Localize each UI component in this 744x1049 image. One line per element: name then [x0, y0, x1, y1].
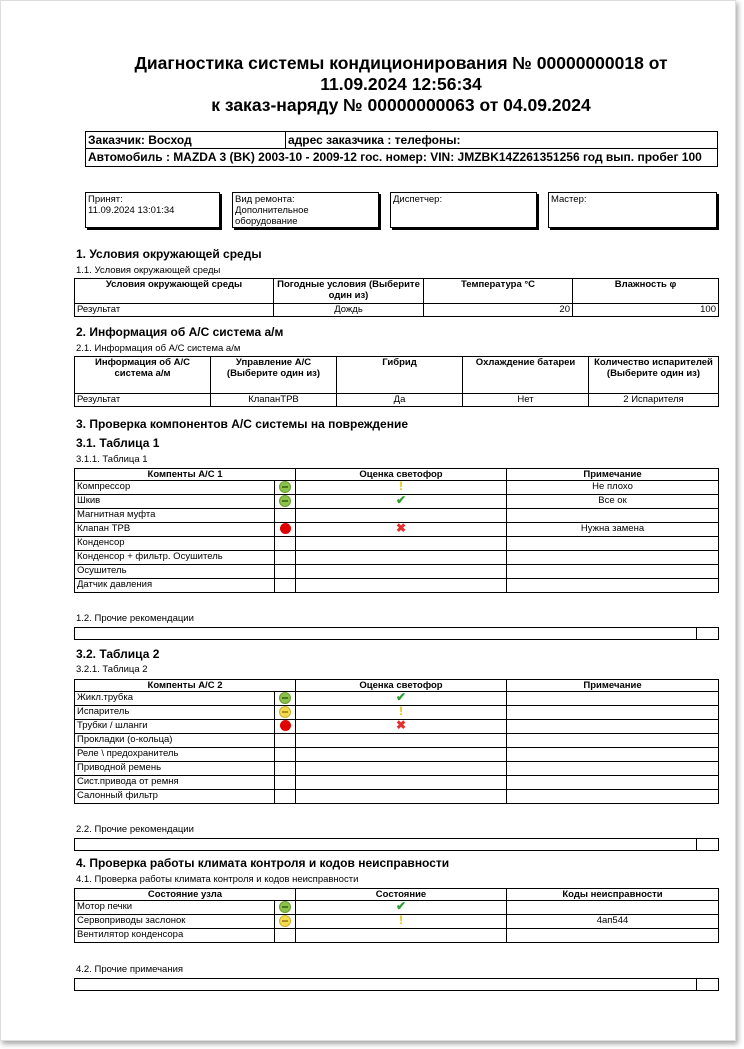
component-name: Осушитель	[75, 565, 275, 579]
header-components: Компенты A/C 2	[75, 680, 296, 692]
header-weather: Погодные условия (Выберите один из)	[274, 279, 424, 304]
table-row	[75, 706, 719, 720]
table-1-heading: 3.1. Таблица 1	[76, 436, 160, 450]
warn-icon: !	[399, 914, 403, 927]
traffic-light-mark	[296, 720, 507, 734]
evaporators-value: 2 Испарителя	[589, 394, 719, 407]
recommendations-2-extra	[697, 839, 719, 851]
status-dot-cell	[275, 915, 296, 929]
header-fault-codes: Коды неисправности	[507, 889, 719, 901]
weather-value: Дождь	[274, 304, 424, 317]
table-row	[75, 551, 719, 565]
traffic-light-mark	[296, 509, 507, 523]
section-1-sub: 1.1. Условия окружающей среды	[76, 265, 221, 276]
table-row	[75, 565, 719, 579]
note-cell	[507, 579, 719, 593]
header-traffic-light: Оценка светофор	[296, 469, 507, 481]
table-row	[75, 720, 719, 734]
note-cell: Нужна замена	[507, 523, 719, 537]
row-label: Результат	[75, 394, 211, 407]
cross-icon: ✖	[395, 719, 407, 732]
recommendations-1-cell	[75, 628, 697, 640]
table-2-heading: 3.2. Таблица 2	[76, 647, 160, 661]
header-battery-cooling: Охлаждение батареи	[463, 357, 589, 394]
note-cell	[507, 790, 719, 804]
row-label: Результат	[75, 304, 274, 317]
yellow-status-dot-icon	[279, 706, 291, 718]
header-conditions: Условия окружающей среды	[75, 279, 274, 304]
yellow-status-dot-icon	[279, 915, 291, 927]
section-2-heading: 2. Информация об A/C система а/м	[76, 325, 284, 339]
note-cell	[507, 762, 719, 776]
note-cell	[507, 901, 719, 915]
warn-icon: !	[399, 705, 404, 718]
vehicle-info: Автомобиль : MAZDA 3 (BK) 2003-10 - 2009-12 гос. номер: VIN: JMZBK14Z261351256 год вып. пробег 100	[88, 150, 702, 164]
table-row	[75, 762, 719, 776]
components-table-2	[74, 679, 719, 804]
component-name: Мотор печки	[75, 901, 275, 915]
component-name: Приводной ремень	[75, 762, 275, 776]
green-status-dot-icon	[279, 481, 291, 493]
status-dot-cell	[275, 706, 296, 720]
status-dot-cell	[275, 495, 296, 509]
control-value: КлапанТРВ	[211, 394, 337, 407]
status-dot-cell	[275, 734, 296, 748]
green-status-dot-icon	[279, 495, 291, 507]
traffic-light-mark	[296, 537, 507, 551]
traffic-light-mark	[296, 692, 507, 706]
recommendations-1-extra	[697, 628, 719, 640]
component-name: Компрессор	[75, 481, 275, 495]
note-cell	[507, 929, 719, 943]
note-cell	[507, 565, 719, 579]
repair-type-box: Вид ремонта: Дополнительное оборудование	[232, 192, 379, 228]
table-row	[75, 509, 719, 523]
component-name: Сист.привода от ремня	[75, 776, 275, 790]
header-temperature: Температура °C	[424, 279, 573, 304]
component-name: Прокладки (о-кольца)	[75, 734, 275, 748]
red-status-dot-icon	[280, 720, 291, 731]
status-dot-cell	[275, 776, 296, 790]
component-name: Сервоприводы заслонок	[75, 915, 275, 929]
table-2-sub: 3.2.1. Таблица 2	[76, 664, 148, 675]
status-dot-cell	[275, 748, 296, 762]
note-cell	[507, 692, 719, 706]
status-dot-cell	[275, 762, 296, 776]
table-row	[75, 915, 719, 929]
red-status-dot-icon	[280, 523, 291, 534]
header-ac-control: Управление A/C (Выберите один из)	[211, 357, 337, 394]
traffic-light-mark	[296, 481, 507, 495]
status-dot-cell	[275, 720, 296, 734]
header-note: Примечание	[507, 680, 719, 692]
title-line-1: Диагностика системы кондиционирования № 00000000018 от	[134, 53, 668, 73]
notes-cell	[75, 979, 697, 991]
status-dot-cell	[275, 929, 296, 943]
traffic-light-mark	[296, 762, 507, 776]
table-1-sub: 3.1.1. Таблица 1	[76, 454, 148, 465]
traffic-light-mark	[296, 929, 507, 943]
note-cell: 4ап544	[507, 915, 719, 929]
table-row	[75, 579, 719, 593]
component-name: Магнитная муфта	[75, 509, 275, 523]
header-humidity: Влажность φ	[573, 279, 719, 304]
component-name: Конденсор + фильтр. Осушитель	[75, 551, 275, 565]
cross-icon: ✖	[395, 522, 407, 535]
traffic-light-mark	[296, 748, 507, 762]
environment-table	[74, 278, 719, 317]
status-dot-cell	[275, 565, 296, 579]
component-name: Вентилятор конденсора	[75, 929, 275, 943]
note-cell: Все ок	[507, 495, 719, 509]
check-icon: ✔	[395, 494, 407, 507]
green-status-dot-icon	[279, 692, 291, 704]
status-dot-cell	[275, 901, 296, 915]
note-cell	[507, 734, 719, 748]
note-cell	[507, 509, 719, 523]
accepted-box: Принят: 11.09.2024 13:01:34	[85, 192, 220, 228]
recommendations-1-label: 1.2. Прочие рекомендации	[76, 613, 194, 624]
section-4-heading: 4. Проверка работы климата контроля и кодов неисправности	[76, 856, 450, 870]
notes-label: 4.2. Прочие примечания	[76, 964, 184, 975]
table-row	[75, 929, 719, 943]
traffic-light-mark	[296, 915, 507, 929]
humidity-value: 100	[573, 304, 719, 317]
document-title	[71, 53, 731, 116]
note-cell	[507, 537, 719, 551]
header-evaporators: Количество испарителей (Выберите один из)	[589, 357, 719, 394]
status-dot-cell	[275, 579, 296, 593]
component-name: Испаритель	[75, 706, 275, 720]
note-cell	[507, 706, 719, 720]
component-name: Трубки / шланги	[75, 720, 275, 734]
table-row	[75, 901, 719, 915]
section-1-heading: 1. Условия окружающей среды	[76, 247, 262, 261]
status-dot-cell	[275, 551, 296, 565]
component-name: Датчик давления	[75, 579, 275, 593]
note-cell	[507, 748, 719, 762]
table-row	[75, 692, 719, 706]
customer-address: адрес заказчика : телефоны:	[288, 133, 461, 147]
notes-table	[74, 978, 719, 991]
recommendations-2-table	[74, 838, 719, 851]
dispatcher-box: Диспетчер:	[390, 192, 537, 228]
section-2-sub: 2.1. Информация об A/C система а/м	[76, 343, 241, 354]
traffic-light-mark	[296, 495, 507, 509]
header-traffic-light: Оценка светофор	[296, 680, 507, 692]
component-name: Реле \ предохранитель	[75, 748, 275, 762]
traffic-light-mark	[296, 776, 507, 790]
customer-name: Заказчик: Восход	[86, 132, 286, 148]
climate-control-table	[74, 888, 719, 943]
recommendations-2-label: 2.2. Прочие рекомендации	[76, 824, 194, 835]
table-row	[75, 523, 719, 537]
master-box: Мастер:	[548, 192, 717, 228]
note-cell	[507, 776, 719, 790]
notes-extra	[697, 979, 719, 991]
note-cell	[507, 720, 719, 734]
header-note: Примечание	[507, 469, 719, 481]
check-icon: ✔	[395, 900, 407, 913]
note-cell: Не плохо	[507, 481, 719, 495]
traffic-light-mark	[296, 706, 507, 720]
title-line-3: к заказ-наряду № 00000000063 от 04.09.2024	[211, 95, 591, 115]
note-cell	[507, 551, 719, 565]
component-name: Конденсор	[75, 537, 275, 551]
header-state: Состояние	[296, 889, 507, 901]
header-unit-state: Состояние узла	[75, 889, 296, 901]
components-table-1	[74, 468, 719, 593]
status-dot-cell	[275, 692, 296, 706]
traffic-light-mark	[296, 565, 507, 579]
component-name: Салонный фильтр	[75, 790, 275, 804]
green-status-dot-icon	[279, 901, 291, 913]
section-3-heading: 3. Проверка компонентов A/C системы на повреждение	[76, 417, 408, 431]
table-row	[75, 481, 719, 495]
table-row	[75, 748, 719, 762]
status-dot-cell	[275, 790, 296, 804]
traffic-light-mark	[296, 579, 507, 593]
status-dot-cell	[275, 481, 296, 495]
table-row	[75, 495, 719, 509]
recommendations-2-cell	[75, 839, 697, 851]
traffic-light-mark	[296, 551, 507, 565]
component-name: Жикл.трубка	[75, 692, 275, 706]
traffic-light-mark	[296, 523, 507, 537]
header-components: Компенты A/C 1	[75, 469, 296, 481]
traffic-light-mark	[296, 901, 507, 915]
table-row	[75, 734, 719, 748]
component-name: Шкив	[75, 495, 275, 509]
table-row	[75, 776, 719, 790]
warn-icon: !	[399, 480, 404, 493]
component-name: Клапан ТРВ	[75, 523, 275, 537]
title-line-2: 11.09.2024 12:56:34	[320, 74, 482, 94]
ac-info-table	[74, 356, 719, 407]
header-hybrid: Гибрид	[337, 357, 463, 394]
traffic-light-mark	[296, 790, 507, 804]
status-dot-cell	[275, 523, 296, 537]
traffic-light-mark	[296, 734, 507, 748]
status-dot-cell	[275, 537, 296, 551]
table-row	[75, 790, 719, 804]
temperature-value: 20	[424, 304, 573, 317]
hybrid-value: Да	[337, 394, 463, 407]
battery-value: Нет	[463, 394, 589, 407]
table-row	[75, 537, 719, 551]
check-icon: ✔	[395, 691, 407, 704]
header-ac-info: Информация об A/C система а/м	[75, 357, 211, 394]
status-dot-cell	[275, 509, 296, 523]
customer-block	[85, 131, 718, 167]
section-4-sub: 4.1. Проверка работы климата контроля и кодов неисправности	[76, 874, 359, 885]
recommendations-1-table	[74, 627, 719, 640]
